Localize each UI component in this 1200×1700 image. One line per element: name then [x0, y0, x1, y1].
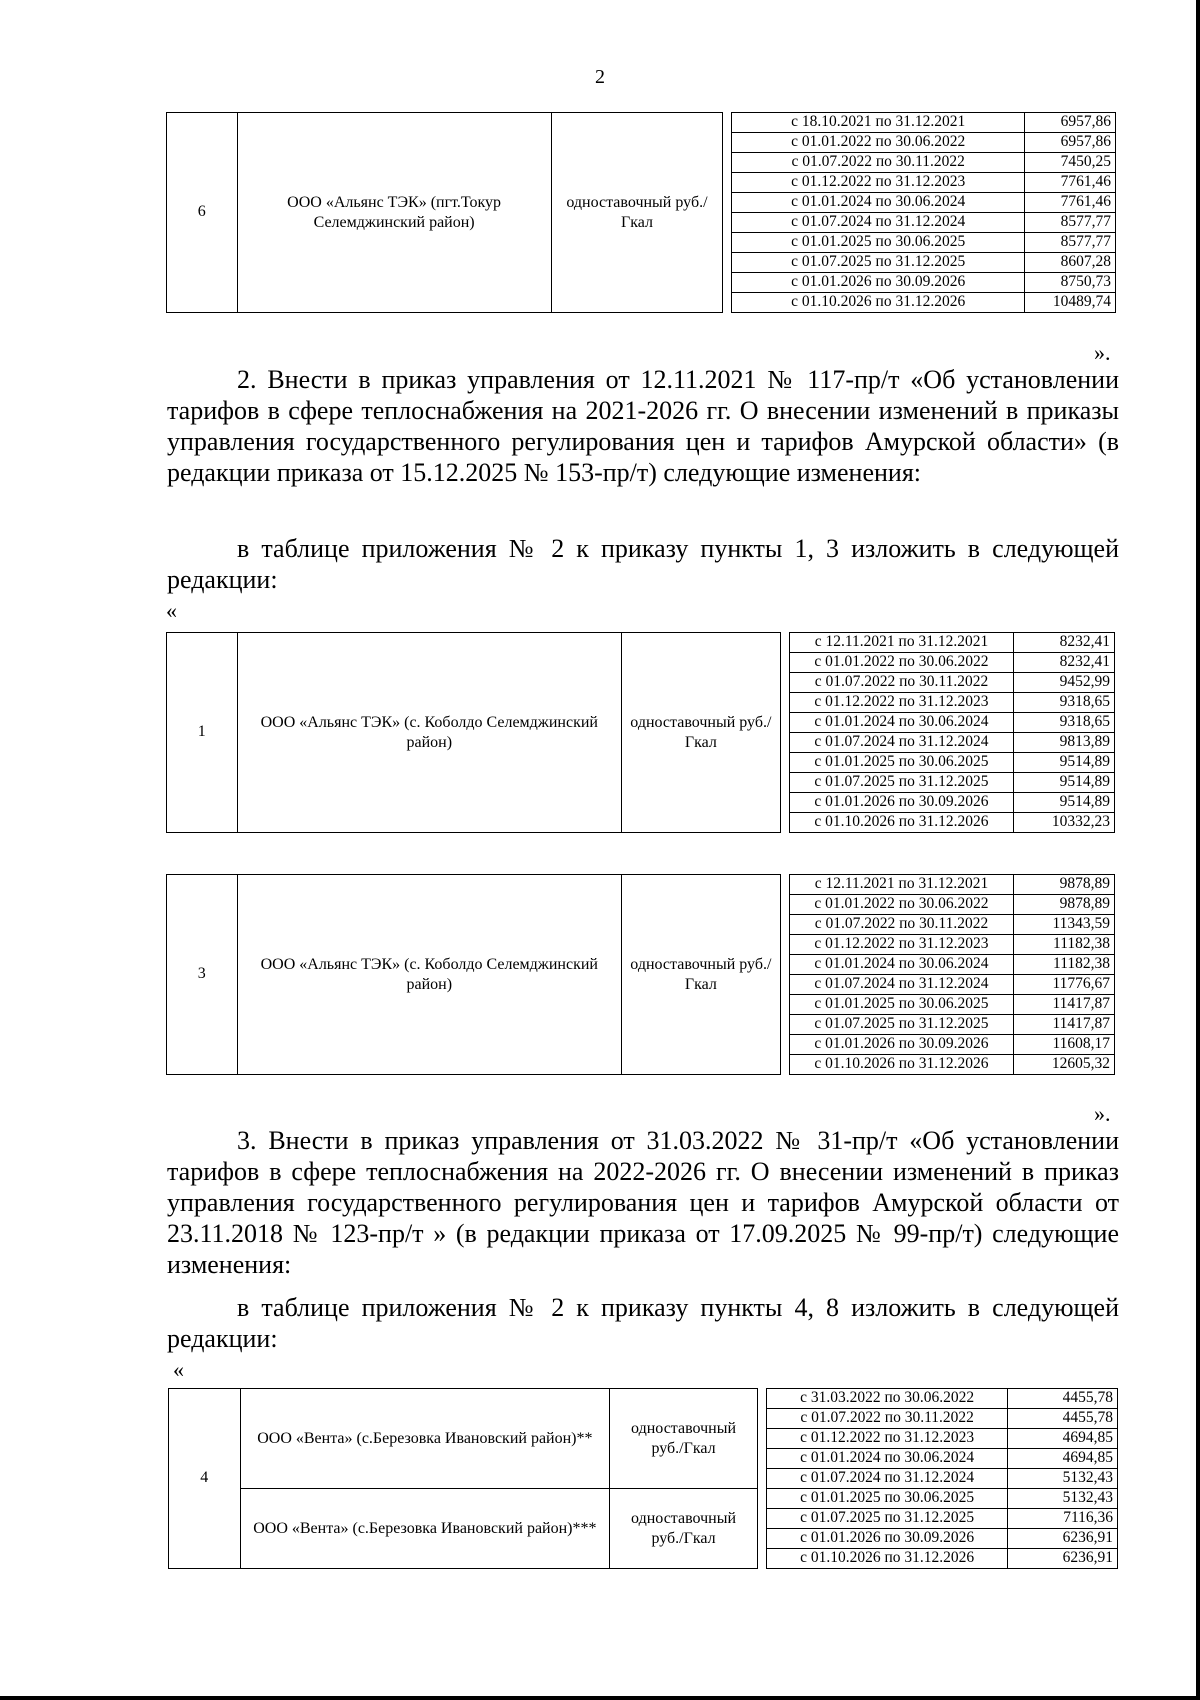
open-quote-2: «	[166, 598, 177, 623]
period-cell: с 01.10.2026 по 31.12.2026	[766, 1549, 1008, 1569]
tariff-value-cell: 11343,59	[1014, 915, 1115, 935]
column-gap	[780, 633, 789, 833]
tariff-value-cell: 7761,46	[1025, 173, 1116, 193]
table-row	[169, 1389, 1118, 1409]
section-3-subparagraph	[167, 1292, 1119, 1354]
period-cell: с 01.07.2022 по 30.11.2022	[789, 673, 1014, 693]
period-cell: с 18.10.2021 по 31.12.2021	[732, 113, 1025, 133]
period-cell: с 31.03.2022 по 30.06.2022	[766, 1389, 1008, 1409]
section-2-subtext: в таблице приложения № 2 к приказу пункты 1, 3 изложить в следующей редакции:	[167, 534, 1119, 594]
tariff-value-cell: 5132,43	[1008, 1489, 1118, 1509]
tariff-value-cell: 9318,65	[1014, 713, 1115, 733]
period-cell: с 12.11.2021 по 31.12.2021	[789, 875, 1014, 895]
period-cell: с 01.07.2024 по 31.12.2024	[732, 213, 1025, 233]
tariff-value-cell: 9514,89	[1014, 793, 1115, 813]
scan-edge-right	[1196, 0, 1200, 1700]
organization-cell: ООО «Вента» (с.Березовка Ивановский район)**	[240, 1389, 610, 1489]
tariff-value-cell: 11182,38	[1014, 935, 1115, 955]
close-quote-1: ».	[1094, 340, 1111, 365]
tariff-value-cell: 4694,85	[1008, 1449, 1118, 1469]
tariff-value-cell: 7761,46	[1025, 193, 1116, 213]
period-cell: с 01.10.2026 по 31.12.2026	[732, 293, 1025, 313]
tariff-value-cell: 7116,36	[1008, 1509, 1118, 1529]
tariff-value-cell: 8750,73	[1025, 273, 1116, 293]
table-row	[167, 875, 1115, 895]
page-number: 2	[595, 66, 605, 88]
tariff-value-cell: 8232,41	[1014, 653, 1115, 673]
tariff-value-cell: 8577,77	[1025, 233, 1116, 253]
period-cell: с 01.07.2022 по 30.11.2022	[789, 915, 1014, 935]
period-cell: с 01.07.2025 по 31.12.2025	[732, 253, 1025, 273]
tariff-type-cell: одноставочный руб./Гкал	[610, 1489, 758, 1569]
tariff-value-cell: 5132,43	[1008, 1469, 1118, 1489]
tariff-value-cell: 12605,32	[1014, 1055, 1115, 1075]
period-cell: с 01.01.2026 по 30.09.2026	[766, 1529, 1008, 1549]
period-cell: с 01.12.2022 по 31.12.2023	[766, 1429, 1008, 1449]
section-3-text: 3. Внести в приказ управления от 31.03.2022 № 31-пр/т «Об установлении тарифов в сфере теплоснабжения на 2022-2026 гг. О внесении изменений в приказ управления государственного регулирования цен и тарифов Амурской области от 23.11.2018 № 123-пр/т » (в редакции приказа от 17.09.2025 № 99-пр/т) следующие изменения:	[167, 1126, 1119, 1279]
tariff-value-cell: 11182,38	[1014, 955, 1115, 975]
tariff-value-cell: 9878,89	[1014, 875, 1115, 895]
row-number: 6	[167, 113, 238, 313]
period-cell: с 01.10.2026 по 31.12.2026	[789, 1055, 1014, 1075]
table-row	[167, 633, 1115, 653]
tariff-value-cell: 6236,91	[1008, 1529, 1118, 1549]
table-row	[169, 1489, 1118, 1509]
row-number: 3	[167, 875, 238, 1075]
tariff-table-3	[166, 874, 1115, 1075]
tariff-value-cell: 4455,78	[1008, 1389, 1118, 1409]
tariff-value-cell: 6957,86	[1025, 133, 1116, 153]
period-cell: с 01.01.2022 по 30.06.2022	[789, 653, 1014, 673]
period-cell: с 01.01.2026 по 30.09.2026	[789, 1035, 1014, 1055]
tariff-value-cell: 10332,23	[1014, 813, 1115, 833]
period-cell: с 01.01.2026 по 30.09.2026	[732, 273, 1025, 293]
tariff-value-cell: 6957,86	[1025, 113, 1116, 133]
period-cell: с 01.01.2025 по 30.06.2025	[732, 233, 1025, 253]
period-cell: с 01.01.2025 по 30.06.2025	[789, 753, 1014, 773]
tariff-value-cell: 4694,85	[1008, 1429, 1118, 1449]
tariff-table-4	[168, 1388, 1118, 1569]
period-cell: с 01.07.2022 по 30.11.2022	[766, 1409, 1008, 1429]
tariff-table-2-body	[167, 633, 1115, 833]
tariff-value-cell: 9878,89	[1014, 895, 1115, 915]
tariff-type-cell: одноставочный руб./Гкал	[622, 875, 781, 1075]
tariff-table-4-body	[169, 1389, 1118, 1569]
period-cell: с 12.11.2021 по 31.12.2021	[789, 633, 1014, 653]
period-cell: с 01.12.2022 по 31.12.2023	[789, 693, 1014, 713]
tariff-value-cell: 9318,65	[1014, 693, 1115, 713]
organization-cell: ООО «Альянс ТЭК» (пгт.Токур Селемджинский район)	[237, 113, 551, 313]
tariff-value-cell: 11417,87	[1014, 995, 1115, 1015]
tariff-type-cell: одноставочный руб./Гкал	[551, 113, 722, 313]
period-cell: с 01.07.2024 по 31.12.2024	[789, 733, 1014, 753]
column-gap	[757, 1389, 766, 1489]
period-cell: с 01.12.2022 по 31.12.2023	[732, 173, 1025, 193]
period-cell: с 01.01.2025 по 30.06.2025	[766, 1489, 1008, 1509]
tariff-value-cell: 9813,89	[1014, 733, 1115, 753]
tariff-value-cell: 10489,74	[1025, 293, 1116, 313]
row-number: 1	[167, 633, 238, 833]
tariff-table-1	[166, 112, 1116, 313]
period-cell: с 01.01.2022 по 30.06.2022	[789, 895, 1014, 915]
table-row	[167, 113, 1116, 133]
column-gap	[780, 875, 789, 1075]
tariff-value-cell: 8577,77	[1025, 213, 1116, 233]
column-gap	[723, 113, 732, 313]
tariff-value-cell: 11608,17	[1014, 1035, 1115, 1055]
column-gap	[757, 1489, 766, 1569]
period-cell: с 01.10.2026 по 31.12.2026	[789, 813, 1014, 833]
section-2-paragraph	[167, 364, 1119, 488]
scan-edge-bottom	[0, 1696, 1200, 1700]
tariff-value-cell: 4455,78	[1008, 1409, 1118, 1429]
period-cell: с 01.07.2024 по 31.12.2024	[789, 975, 1014, 995]
period-cell: с 01.01.2024 по 30.06.2024	[766, 1449, 1008, 1469]
tariff-table-3-body	[167, 875, 1115, 1075]
period-cell: с 01.12.2022 по 31.12.2023	[789, 935, 1014, 955]
period-cell: с 01.01.2024 по 30.06.2024	[732, 193, 1025, 213]
section-3-subtext: в таблице приложения № 2 к приказу пункты 4, 8 изложить в следующей редакции:	[167, 1293, 1119, 1353]
tariff-value-cell: 9514,89	[1014, 773, 1115, 793]
period-cell: с 01.01.2024 по 30.06.2024	[789, 955, 1014, 975]
tariff-value-cell: 8232,41	[1014, 633, 1115, 653]
period-cell: с 01.01.2024 по 30.06.2024	[789, 713, 1014, 733]
tariff-value-cell: 7450,25	[1025, 153, 1116, 173]
tariff-value-cell: 9514,89	[1014, 753, 1115, 773]
period-cell: с 01.07.2022 по 30.11.2022	[732, 153, 1025, 173]
open-quote-4: «	[173, 1357, 184, 1382]
tariff-type-cell: одноставочный руб./Гкал	[622, 633, 781, 833]
tariff-value-cell: 6236,91	[1008, 1549, 1118, 1569]
tariff-value-cell: 8607,28	[1025, 253, 1116, 273]
section-3-paragraph	[167, 1125, 1119, 1280]
period-cell: с 01.07.2024 по 31.12.2024	[766, 1469, 1008, 1489]
tariff-type-cell: одноставочный руб./Гкал	[610, 1389, 758, 1489]
row-number: 4	[169, 1389, 241, 1569]
organization-cell: ООО «Альянс ТЭК» (с. Коболдо Селемджинский район)	[237, 875, 622, 1075]
tariff-table-1-body	[167, 113, 1116, 313]
section-2-subparagraph	[167, 533, 1119, 595]
organization-cell: ООО «Альянс ТЭК» (с. Коболдо Селемджинский район)	[237, 633, 622, 833]
period-cell: с 01.01.2022 по 30.06.2022	[732, 133, 1025, 153]
tariff-value-cell: 11776,67	[1014, 975, 1115, 995]
tariff-value-cell: 11417,87	[1014, 1015, 1115, 1035]
period-cell: с 01.07.2025 по 31.12.2025	[766, 1509, 1008, 1529]
section-2-text: 2. Внести в приказ управления от 12.11.2021 № 117-пр/т «Об установлении тарифов в сфере теплоснабжения на 2021-2026 гг. О внесении изменений в приказы управления государственного регулирования цен и тарифов Амурской области» (в редакции приказа от 15.12.2025 № 153-пр/т) следующие изменения:	[167, 365, 1119, 487]
tariff-value-cell: 9452,99	[1014, 673, 1115, 693]
period-cell: с 01.07.2025 по 31.12.2025	[789, 773, 1014, 793]
close-quote-3: ».	[1094, 1101, 1111, 1126]
period-cell: с 01.07.2025 по 31.12.2025	[789, 1015, 1014, 1035]
period-cell: с 01.01.2026 по 30.09.2026	[789, 793, 1014, 813]
tariff-table-2	[166, 632, 1115, 833]
organization-cell: ООО «Вента» (с.Березовка Ивановский район)***	[240, 1489, 610, 1569]
period-cell: с 01.01.2025 по 30.06.2025	[789, 995, 1014, 1015]
